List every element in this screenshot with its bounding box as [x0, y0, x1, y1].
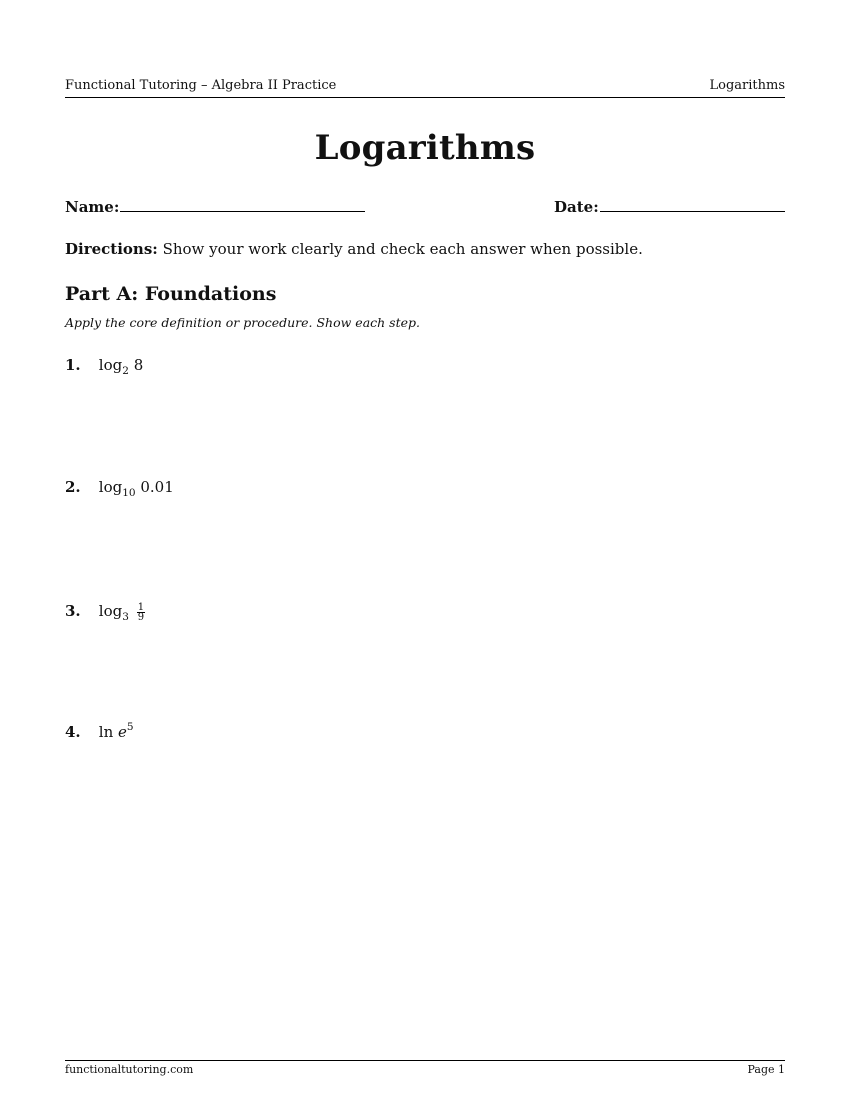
log-base: 10: [122, 487, 136, 499]
date-field: [600, 211, 785, 212]
name-field: [120, 211, 365, 212]
log-base: 3: [122, 611, 129, 623]
problem-3: [65, 601, 145, 623]
problem-expression: [99, 601, 145, 623]
problem-number: 1.: [65, 356, 81, 374]
problem-4: [65, 722, 134, 744]
section-heading: Part A: Foundations: [65, 283, 277, 305]
problem-number: 2.: [65, 478, 81, 496]
problem-1: [65, 355, 143, 377]
problem-2: [65, 477, 174, 499]
log-argument: 8: [133, 356, 144, 374]
header-course-title: Functional Tutoring – Algebra II Practice: [65, 78, 337, 93]
log-argument-fraction: [137, 603, 145, 622]
fraction-denominator: 9: [137, 611, 145, 623]
running-header: [65, 77, 785, 98]
log-function: log: [98, 478, 123, 496]
header-topic: Logarithms: [709, 78, 785, 93]
page-number: Page 1: [747, 1063, 785, 1076]
fraction-numerator: 1: [137, 601, 145, 613]
section-instructions: Apply the core definition or procedure. Show each step.: [65, 315, 420, 330]
ln-variable: e: [118, 723, 127, 741]
problem-expression: [99, 477, 174, 499]
log-function: log: [98, 356, 123, 374]
directions-text: Show your work clearly and check each answer when possible.: [162, 240, 643, 258]
directions: [65, 240, 643, 258]
page-footer: [65, 1060, 785, 1081]
log-argument: 0.01: [140, 478, 174, 496]
problem-expression: [99, 722, 134, 744]
problem-expression: [99, 355, 143, 377]
log-function: log: [98, 602, 123, 620]
name-label: Name:: [65, 198, 120, 216]
ln-function: ln: [98, 723, 114, 741]
log-base: 2: [122, 365, 129, 377]
problem-number: 4.: [65, 723, 81, 741]
directions-label: Directions:: [65, 240, 158, 258]
ln-exponent: 5: [126, 721, 134, 733]
date-label: Date:: [554, 198, 599, 216]
page-title: Logarithms: [314, 128, 536, 168]
problem-number: 3.: [65, 602, 81, 620]
footer-website: functionaltutoring.com: [65, 1063, 194, 1076]
